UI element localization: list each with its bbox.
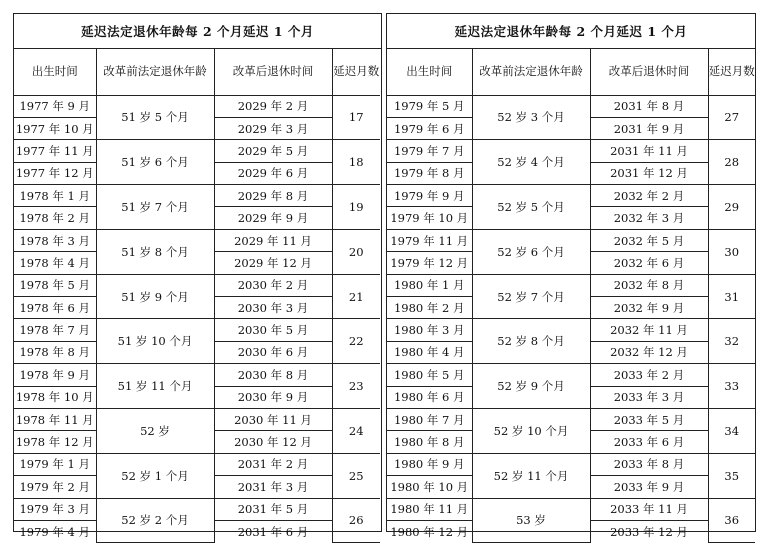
legal-age-cell: 53 岁	[472, 498, 590, 543]
delay-months-cell: 25	[332, 453, 380, 498]
new-retirement-time-cell: 2029 年 8 月	[214, 185, 332, 207]
new-retirement-time-cell: 2031 年 11 月	[590, 140, 708, 162]
birth-time-cell: 1978 年 7 月	[14, 319, 96, 341]
new-retirement-time-cell: 2033 年 8 月	[590, 453, 708, 475]
new-retirement-time-cell: 2029 年 11 月	[214, 229, 332, 251]
new-retirement-time-cell: 2032 年 6 月	[590, 252, 708, 274]
new-retirement-time-cell: 2033 年 11 月	[590, 498, 708, 520]
new-retirement-time-cell: 2029 年 3 月	[214, 117, 332, 139]
new-retirement-time-cell: 2031 年 3 月	[214, 476, 332, 498]
new-retirement-time-cell: 2029 年 12 月	[214, 252, 332, 274]
birth-time-cell: 1980 年 8 月	[387, 431, 472, 453]
birth-time-cell: 1979 年 11 月	[387, 229, 472, 251]
legal-age-cell: 51 岁 8 个月	[96, 229, 214, 274]
birth-time-cell: 1980 年 1 月	[387, 274, 472, 296]
birth-time-cell: 1979 年 2 月	[14, 476, 96, 498]
legal-age-cell: 51 岁 7 个月	[96, 185, 214, 230]
left-table-panel	[13, 13, 382, 539]
birth-time-cell: 1978 年 2 月	[14, 207, 96, 229]
legal-age-cell: 52 岁 10 个月	[472, 408, 590, 453]
birth-time-cell: 1980 年 9 月	[387, 453, 472, 475]
birth-time-cell: 1979 年 1 月	[14, 453, 96, 475]
new-retirement-time-cell: 2029 年 2 月	[214, 95, 332, 117]
new-retirement-time-cell: 2033 年 2 月	[590, 364, 708, 386]
birth-time-cell: 1979 年 6 月	[387, 117, 472, 139]
delay-months-cell: 19	[332, 185, 380, 230]
delay-months-cell: 27	[708, 95, 755, 140]
retirement-delay-table	[387, 48, 755, 543]
header-new-time: 改革后退休时间	[590, 48, 708, 95]
birth-time-cell: 1978 年 5 月	[14, 274, 96, 296]
birth-time-cell: 1980 年 4 月	[387, 341, 472, 363]
table-row	[14, 185, 380, 207]
birth-time-cell: 1978 年 12 月	[14, 431, 96, 453]
table-row	[387, 453, 755, 475]
birth-time-cell: 1978 年 1 月	[14, 185, 96, 207]
new-retirement-time-cell: 2031 年 2 月	[214, 453, 332, 475]
legal-age-cell: 51 岁 5 个月	[96, 95, 214, 140]
delay-months-cell: 24	[332, 408, 380, 453]
birth-time-cell: 1980 年 6 月	[387, 386, 472, 408]
legal-age-cell: 52 岁 1 个月	[96, 453, 214, 498]
birth-time-cell: 1979 年 10 月	[387, 207, 472, 229]
new-retirement-time-cell: 2030 年 5 月	[214, 319, 332, 341]
delay-months-cell: 20	[332, 229, 380, 274]
delay-months-cell: 36	[708, 498, 755, 543]
birth-time-cell: 1978 年 11 月	[14, 408, 96, 430]
table-row	[387, 408, 755, 430]
birth-time-cell: 1978 年 4 月	[14, 252, 96, 274]
birth-time-cell: 1979 年 5 月	[387, 95, 472, 117]
header-birth: 出生时间	[387, 48, 472, 95]
table-row	[14, 319, 380, 341]
table-row	[14, 274, 380, 296]
retirement-delay-table	[14, 48, 380, 543]
birth-time-cell: 1978 年 3 月	[14, 229, 96, 251]
delay-months-cell: 35	[708, 453, 755, 498]
table-row	[14, 95, 380, 117]
new-retirement-time-cell: 2030 年 9 月	[214, 386, 332, 408]
new-retirement-time-cell: 2031 年 8 月	[590, 95, 708, 117]
new-retirement-time-cell: 2031 年 6 月	[214, 520, 332, 542]
birth-time-cell: 1977 年 12 月	[14, 162, 96, 184]
delay-months-cell: 30	[708, 229, 755, 274]
delay-months-cell: 34	[708, 408, 755, 453]
birth-time-cell: 1980 年 3 月	[387, 319, 472, 341]
new-retirement-time-cell: 2032 年 12 月	[590, 341, 708, 363]
table-row	[14, 229, 380, 251]
new-retirement-time-cell: 2030 年 3 月	[214, 297, 332, 319]
header-new-time: 改革后退休时间	[214, 48, 332, 95]
new-retirement-time-cell: 2029 年 6 月	[214, 162, 332, 184]
table-title: 延迟法定退休年龄每 2 个月延迟 1 个月	[387, 14, 755, 49]
legal-age-cell: 52 岁 6 个月	[472, 229, 590, 274]
header-row	[14, 48, 380, 95]
header-legal-age: 改革前法定退休年龄	[96, 48, 214, 95]
birth-time-cell: 1979 年 12 月	[387, 252, 472, 274]
table-body	[14, 48, 380, 543]
legal-age-cell: 52 岁 11 个月	[472, 453, 590, 498]
new-retirement-time-cell: 2030 年 12 月	[214, 431, 332, 453]
header-row	[387, 48, 755, 95]
new-retirement-time-cell: 2031 年 5 月	[214, 498, 332, 520]
legal-age-cell: 52 岁	[96, 408, 214, 453]
birth-time-cell: 1978 年 6 月	[14, 297, 96, 319]
new-retirement-time-cell: 2029 年 5 月	[214, 140, 332, 162]
delay-months-cell: 21	[332, 274, 380, 319]
legal-age-cell: 52 岁 5 个月	[472, 185, 590, 230]
table-row	[387, 364, 755, 386]
table-row	[387, 229, 755, 251]
legal-age-cell: 52 岁 2 个月	[96, 498, 214, 543]
new-retirement-time-cell: 2030 年 6 月	[214, 341, 332, 363]
birth-time-cell: 1979 年 8 月	[387, 162, 472, 184]
table-row	[14, 498, 380, 520]
delay-months-cell: 26	[332, 498, 380, 543]
legal-age-cell: 52 岁 4 个月	[472, 140, 590, 185]
new-retirement-time-cell: 2031 年 9 月	[590, 117, 708, 139]
new-retirement-time-cell: 2032 年 2 月	[590, 185, 708, 207]
legal-age-cell: 51 岁 6 个月	[96, 140, 214, 185]
table-title: 延迟法定退休年龄每 2 个月延迟 1 个月	[14, 14, 381, 49]
header-delay: 延迟月数	[332, 48, 380, 95]
table-body	[387, 48, 755, 543]
birth-time-cell: 1978 年 8 月	[14, 341, 96, 363]
birth-time-cell: 1977 年 10 月	[14, 117, 96, 139]
legal-age-cell: 52 岁 3 个月	[472, 95, 590, 140]
delay-months-cell: 22	[332, 319, 380, 364]
delay-months-cell: 31	[708, 274, 755, 319]
table-row	[387, 498, 755, 520]
new-retirement-time-cell: 2033 年 5 月	[590, 408, 708, 430]
new-retirement-time-cell: 2033 年 12 月	[590, 520, 708, 542]
delay-months-cell: 28	[708, 140, 755, 185]
delay-months-cell: 23	[332, 364, 380, 409]
new-retirement-time-cell: 2032 年 8 月	[590, 274, 708, 296]
new-retirement-time-cell: 2033 年 6 月	[590, 431, 708, 453]
table-row	[387, 274, 755, 296]
birth-time-cell: 1978 年 10 月	[14, 386, 96, 408]
legal-age-cell: 51 岁 9 个月	[96, 274, 214, 319]
birth-time-cell: 1979 年 4 月	[14, 520, 96, 542]
birth-time-cell: 1980 年 12 月	[387, 520, 472, 542]
table-row	[14, 364, 380, 386]
birth-time-cell: 1978 年 9 月	[14, 364, 96, 386]
birth-time-cell: 1980 年 7 月	[387, 408, 472, 430]
birth-time-cell: 1979 年 3 月	[14, 498, 96, 520]
birth-time-cell: 1977 年 9 月	[14, 95, 96, 117]
new-retirement-time-cell: 2032 年 5 月	[590, 229, 708, 251]
birth-time-cell: 1979 年 9 月	[387, 185, 472, 207]
birth-time-cell: 1979 年 7 月	[387, 140, 472, 162]
table-row	[387, 95, 755, 117]
table-row	[387, 185, 755, 207]
legal-age-cell: 52 岁 7 个月	[472, 274, 590, 319]
table-row	[387, 140, 755, 162]
new-retirement-time-cell: 2033 年 9 月	[590, 476, 708, 498]
delay-months-cell: 33	[708, 364, 755, 409]
table-row	[14, 453, 380, 475]
table-row	[14, 140, 380, 162]
table-row	[387, 319, 755, 341]
birth-time-cell: 1980 年 10 月	[387, 476, 472, 498]
birth-time-cell: 1980 年 5 月	[387, 364, 472, 386]
new-retirement-time-cell: 2031 年 12 月	[590, 162, 708, 184]
new-retirement-time-cell: 2032 年 3 月	[590, 207, 708, 229]
legal-age-cell: 51 岁 11 个月	[96, 364, 214, 409]
new-retirement-time-cell: 2030 年 11 月	[214, 408, 332, 430]
table-row	[14, 408, 380, 430]
header-delay: 延迟月数	[708, 48, 755, 95]
new-retirement-time-cell: 2032 年 11 月	[590, 319, 708, 341]
birth-time-cell: 1980 年 11 月	[387, 498, 472, 520]
delay-months-cell: 29	[708, 185, 755, 230]
header-birth: 出生时间	[14, 48, 96, 95]
new-retirement-time-cell: 2030 年 2 月	[214, 274, 332, 296]
delay-months-cell: 17	[332, 95, 380, 140]
new-retirement-time-cell: 2032 年 9 月	[590, 297, 708, 319]
birth-time-cell: 1977 年 11 月	[14, 140, 96, 162]
right-table-panel	[386, 13, 756, 539]
birth-time-cell: 1980 年 2 月	[387, 297, 472, 319]
legal-age-cell: 52 岁 9 个月	[472, 364, 590, 409]
legal-age-cell: 52 岁 8 个月	[472, 319, 590, 364]
header-legal-age: 改革前法定退休年龄	[472, 48, 590, 95]
new-retirement-time-cell: 2033 年 3 月	[590, 386, 708, 408]
delay-months-cell: 32	[708, 319, 755, 364]
new-retirement-time-cell: 2030 年 8 月	[214, 364, 332, 386]
legal-age-cell: 51 岁 10 个月	[96, 319, 214, 364]
delay-months-cell: 18	[332, 140, 380, 185]
new-retirement-time-cell: 2029 年 9 月	[214, 207, 332, 229]
